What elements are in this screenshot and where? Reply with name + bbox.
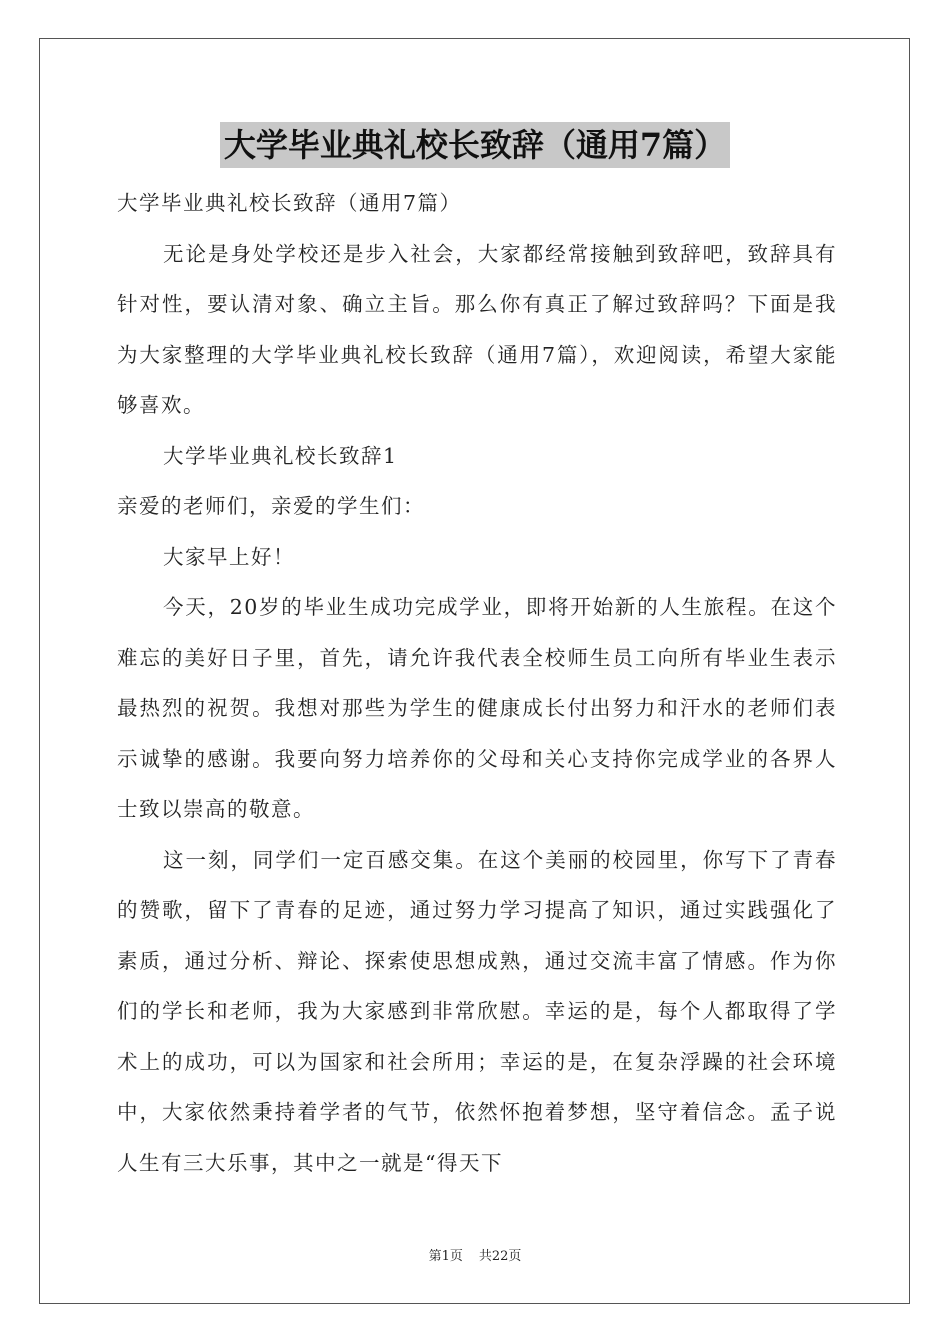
title-area: [0, 122, 950, 168]
page-total: 共22页: [478, 1249, 522, 1264]
document-body: [117, 178, 837, 1188]
paragraph-salutation: 亲爱的老师们，亲爱的学生们：: [117, 494, 425, 518]
section-heading: 大学毕业典礼校长致辞1: [163, 443, 398, 468]
paragraph-greeting: 大家早上好！: [163, 544, 295, 569]
document-title: 大学毕业典礼校长致辞（通用7篇）: [220, 122, 730, 168]
paragraph-body: 今天，20岁的毕业生成功完成学业，即将开始新的人生旅程。在这个难忘的美好日子里，首先，请允许我代表全校师生员工向所有毕业生表示最热烈的祝贺。我想对那些为学生的健康成长付出努力和汗水的老师们表示诚挚的感谢。我要向努力培养你的父母和关心支持你完成学业的各界人士致以崇高的敬意。: [117, 595, 837, 821]
page-footer: [0, 1245, 950, 1264]
paragraph-intro: 无论是身处学校还是步入社会，大家都经常接触到致辞吧，致辞具有针对性，要认清对象、确立主旨。那么你有真正了解过致辞吗？下面是我为大家整理的大学毕业典礼校长致辞（通用7篇），欢迎阅读，希望大家能够喜欢。: [117, 241, 837, 417]
paragraph-subtitle: 大学毕业典礼校长致辞（通用7篇）: [117, 191, 462, 215]
page-number: 第1页: [428, 1249, 463, 1264]
paragraph-body: 这一刻，同学们一定百感交集。在这个美丽的校园里，你写下了青春的赞歌，留下了青春的足迹，通过努力学习提高了知识，通过实践强化了素质，通过分析、辩论、探索使思想成熟，通过交流丰富了情感。作为你们的学长和老师，我为大家感到非常欣慰。幸运的是，每个人都取得了学术上的成功，可以为国家和社会所用；幸运的是，在复杂浮躁的社会环境中，大家依然秉持着学者的气节，依然怀抱着梦想，坚守着信念。孟子说人生有三大乐事，其中之一就是“得天下: [117, 847, 837, 1175]
